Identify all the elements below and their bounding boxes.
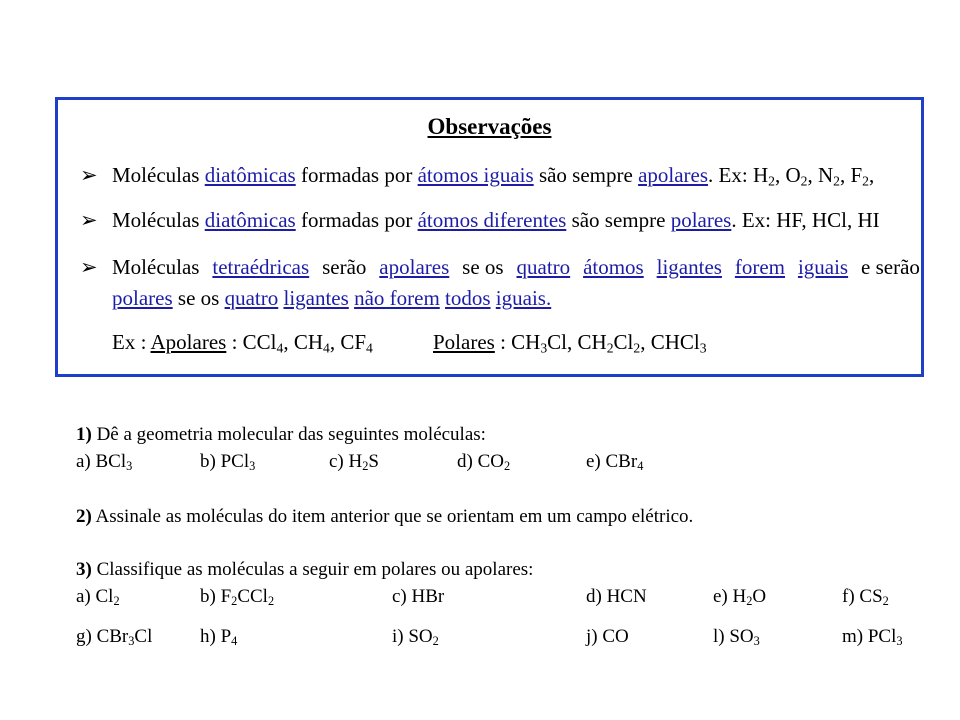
example-polares: Polares : $CH_3Cl$, $CH_2Cl_2$, CHCl$_3$ — [433, 330, 707, 356]
q1-option-e: e) CBr$_4$ — [586, 451, 644, 474]
q3-option-j: j) CO — [586, 626, 629, 647]
q1-option-c: c) $H_2S$ — [329, 451, 379, 474]
q3-option-a: a) $Cl_2$ — [76, 586, 120, 609]
observations-title: Observações — [427, 114, 552, 139]
bullet-arrow-1: ➢ — [80, 163, 98, 187]
q3-option-b: b) $F_2CCl_2$ — [200, 586, 275, 609]
q3-option-c: c) HBr — [392, 586, 445, 607]
question-1: 1) Dê a geometria molecular das seguintes moléculas: — [76, 424, 486, 445]
bullet-arrow-3: ➢ — [80, 255, 98, 279]
q1-option-a: a) BCl$_3$ — [76, 451, 133, 474]
bullet-tetrahedral-line1: Moléculas tetraédricas serão apolares se os quatro átomos ligantes forem iguais e serão — [112, 255, 920, 279]
q3-option-e: e) $H_2O$ — [713, 586, 767, 609]
q1-option-d: d) $CO_2$ — [457, 451, 511, 474]
bullet-arrow-2: ➢ — [80, 208, 98, 232]
question-2: 2) Assinale as moléculas do item anterior que se orientam em um campo elétrico. — [76, 506, 694, 527]
example-apolares: Ex : Apolares : CCl$_4$, $CH_4$, $CF_4$ — [112, 330, 373, 356]
q3-option-h: h) $P_4$ — [200, 626, 238, 649]
question-3: 3) Classifique as moléculas a seguir em polares ou apolares: — [76, 559, 534, 580]
q3-option-g: g) CBr$_3$Cl — [76, 626, 153, 649]
q1-option-b: b) PCl$_3$ — [200, 451, 256, 474]
q3-option-f: f) $CS_2$ — [842, 586, 889, 609]
bullet-diatomic-equal: Moléculas diatômicas formadas por átomos iguais são sempre apolares. Ex: $H_2$, $O_2$, $N_2$, $F_2$, — [112, 163, 875, 189]
q3-option-m: m) PCl$_3$ — [842, 626, 903, 649]
observations-box — [55, 97, 924, 377]
bullet-diatomic-different: Moléculas diatômicas formadas por átomos diferentes são sempre polares. Ex: HF, HCl, HI — [112, 208, 880, 232]
q3-option-i: i) $SO_2$ — [392, 626, 439, 649]
q3-option-l: l) $SO_3$ — [713, 626, 760, 649]
q3-option-d: d) HCN — [586, 586, 647, 607]
bullet-tetrahedral-line2: polares se os quatro ligantes não forem todos iguais. — [112, 286, 552, 310]
